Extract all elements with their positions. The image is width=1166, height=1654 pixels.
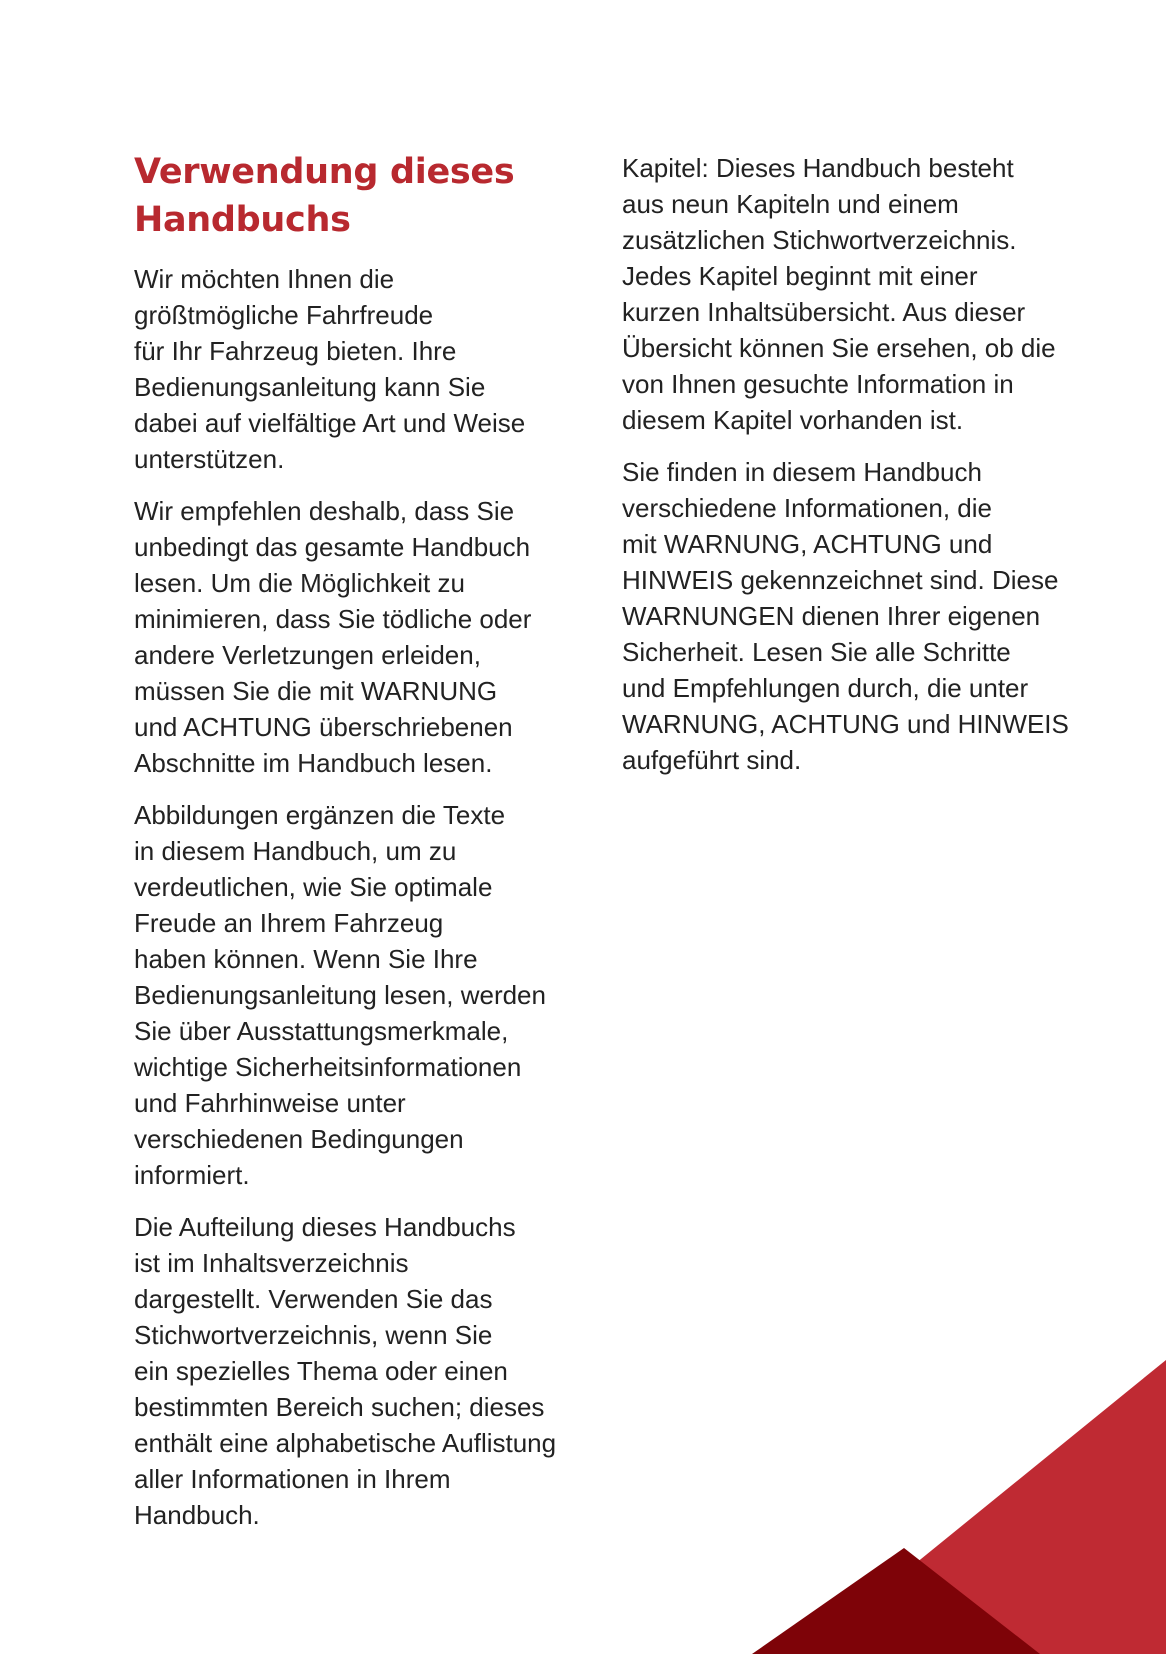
page-title: Verwendung dieses Handbuchs [134, 152, 515, 240]
right-paragraph-2: Sie finden in diesem Handbuch verschiedene Informationen, die mit WARNUNG, ACHTUNG und HINWEIS gekennzeichnet sind. Diese WARNUNGEN dienen Ihrer eigenen Sicherheit. Lesen Sie alle Schritte und Empfehlungen durch, die unter WARNUNG, ACHTUNG und HINWEIS aufgeführt sind. [622, 457, 1069, 775]
left-paragraph-2: Wir empfehlen deshalb, dass Sie unbedingt das gesamte Handbuch lesen. Um die Möglichkeit zu minimieren, dass Sie tödliche oder andere Verletzungen erleiden, müssen Sie die mit WARNUNG und ACHTUNG überschriebenen Abschnitte im Handbuch lesen. [134, 496, 532, 778]
right-paragraph-1: Kapitel: Dieses Handbuch besteht aus neun Kapiteln und einem zusätzlichen Stichwortverzeichnis. Jedes Kapitel beginnt mit einer kurzen Inhaltsübersicht. Aus dieser Übersicht können Sie ersehen, ob die von Ihnen gesuchte Information in diesem Kapitel vorhanden ist. [622, 153, 1056, 435]
left-paragraph-1: Wir möchten Ihnen die größtmögliche Fahrfreude für Ihr Fahrzeug bieten. Ihre Bedienungsanleitung kann Sie dabei auf vielfältige Art und Weise unterstützen. [134, 264, 526, 474]
left-paragraph-4: Die Aufteilung dieses Handbuchs ist im Inhaltsverzeichnis dargestellt. Verwenden Sie das Stichwortverzeichnis, wenn Sie ein spezielles Thema oder einen bestimmten Bereich suchen; dieses enthält eine alphabetische Auflistung aller Informationen in Ihrem Handbuch. [134, 1212, 557, 1530]
left-paragraph-3: Abbildungen ergänzen die Texte in diesem Handbuch, um zu verdeutlichen, wie Sie optimale Freude an Ihrem Fahrzeug haben können. Wenn Sie Ihre Bedienungsanleitung lesen, werden Sie über Ausstattungsmerkmale, wichtige Sicherheitsinformationen und Fahrhinweise unter verschiedenen Bedingungen informiert. [134, 800, 546, 1190]
